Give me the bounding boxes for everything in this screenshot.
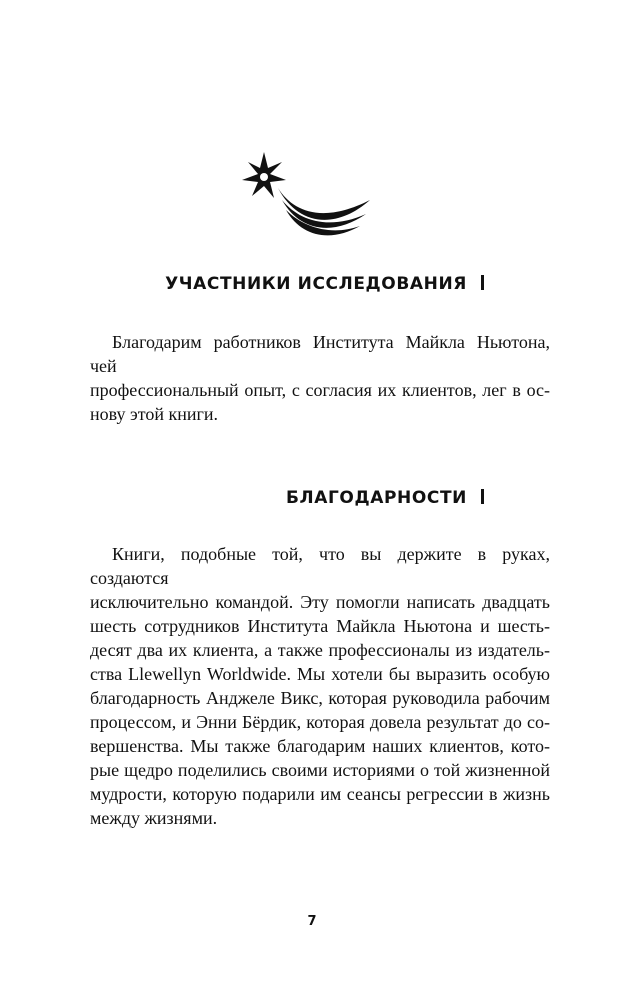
shooting-star-icon	[238, 150, 378, 240]
text-line: десят два их клиента, а также профессионалы из издатель-	[90, 640, 550, 660]
text-line: профессиональный опыт, с согласия их клиентов, лег в ос-	[90, 380, 550, 400]
section-heading-participants	[165, 274, 484, 294]
text-line: благодарность Анджеле Викс, которая руководила рабочим	[90, 688, 550, 708]
text-line: ства Llewellyn Worldwide. Мы хотели бы выразить особую	[90, 664, 550, 684]
text-line: рые щедро поделились своими историями о той жизненной	[90, 760, 550, 780]
section-heading-acknowledgements	[286, 488, 484, 508]
text-line: процессом, и Энни Бёрдик, которая довела результат до со-	[90, 712, 550, 732]
text-line: между жизнями.	[90, 808, 218, 828]
heading-bar	[481, 489, 484, 504]
text-line: мудрости, которую подарили им сеансы регрессии в жизнь	[90, 784, 550, 804]
star-center	[260, 173, 268, 181]
text-line: исключительно командой. Эту помогли написать двадцать	[90, 592, 550, 612]
text-line: вершенства. Мы также благодарим наших клиентов, кото-	[90, 736, 550, 756]
text-line: Благодарим работников Института Майкла Ньютона, чей	[90, 332, 550, 376]
page-number: 7	[307, 914, 317, 929]
paragraph-participants	[90, 330, 550, 426]
text-line: шесть сотрудников Института Майкла Ньютона и шесть-	[90, 616, 550, 636]
paragraph-acknowledgements	[90, 542, 550, 830]
tail-stroke-1	[278, 188, 370, 220]
text-line: Книги, подобные той, что вы держите в руках, создаются	[90, 544, 550, 588]
section-heading-text: УЧАСТНИКИ ИССЛЕДОВАНИЯ	[165, 274, 467, 294]
heading-bar	[481, 275, 484, 290]
text-line: нову этой книги.	[90, 404, 219, 424]
section-heading-text: БЛАГОДАРНОСТИ	[285, 488, 467, 508]
